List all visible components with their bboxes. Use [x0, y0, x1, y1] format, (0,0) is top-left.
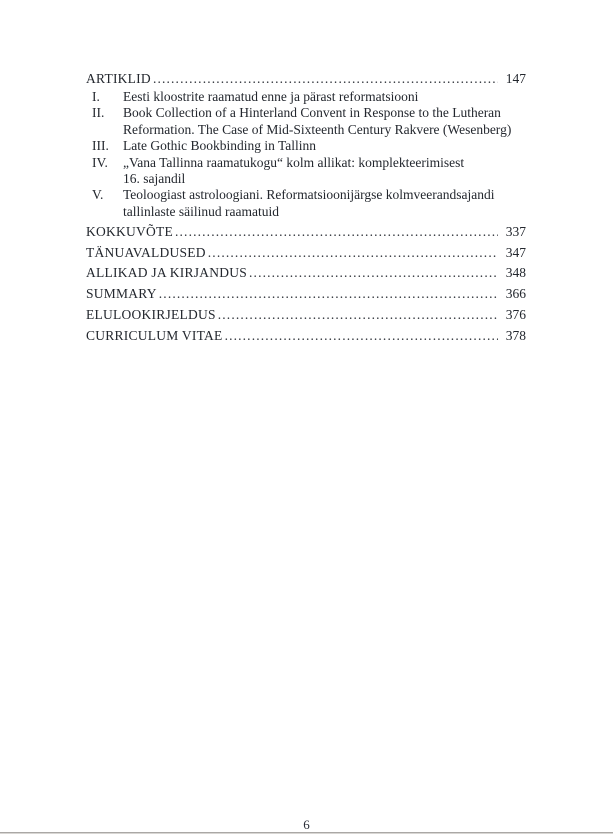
toc-dot-leader — [208, 245, 498, 261]
toc-dot-leader — [225, 328, 498, 344]
toc-entry — [86, 265, 526, 281]
toc-entry — [86, 245, 526, 261]
toc-entry-label: CURRICULUM VITAE — [86, 327, 223, 343]
toc-article-title-line: Teoloogiast astroloogiani. Reformatsioonijärgse kolmveerandsajandi — [123, 187, 495, 203]
table-of-contents — [86, 71, 526, 344]
toc-entry-page-number: 348 — [505, 265, 526, 281]
toc-article-numeral: III. — [92, 138, 109, 154]
toc-article-title-line: Eesti kloostrite raamatud enne ja pärast reformatsiooni — [123, 89, 419, 104]
toc-article-title-line: 16. sajandil — [123, 171, 186, 187]
toc-article-title-line: Reformation. The Case of Mid-Sixteenth Century Rakvere (Wesenberg) — [123, 121, 512, 137]
toc-entry — [86, 307, 526, 323]
toc-entry-label: SUMMARY — [86, 286, 157, 302]
toc-article-numeral: I. — [92, 89, 100, 104]
toc-article-title-line: tallinlaste säilinud raamatuid — [123, 203, 279, 219]
toc-entry-page-number: 147 — [505, 71, 526, 86]
toc-entry-label: ARTIKLID — [86, 71, 151, 86]
toc-article-title — [123, 155, 526, 188]
toc-entry — [86, 224, 526, 240]
toc-entry — [86, 286, 526, 302]
toc-article-title-line: Book Collection of a Hinterland Convent in Response to the Lutheran — [123, 105, 501, 121]
toc-entry — [86, 328, 526, 344]
toc-article-item — [86, 155, 526, 188]
toc-entry-page-number: 337 — [505, 223, 526, 239]
toc-article-numeral: IV. — [92, 154, 108, 170]
page-number: 6 — [303, 817, 310, 832]
toc-entry-label: ELULOOKIRJELDUS — [86, 307, 216, 323]
toc-article-item — [86, 89, 526, 105]
toc-entry-page-number: 378 — [505, 327, 526, 343]
toc-article-numeral: V. — [92, 187, 104, 203]
toc-entry — [86, 71, 526, 87]
toc-article-item — [86, 138, 526, 154]
toc-dot-leader — [159, 286, 498, 302]
toc-entry-page-number: 366 — [505, 286, 526, 302]
toc-entry-page-number: 376 — [505, 307, 526, 323]
toc-entry-label: TÄNUAVALDUSED — [86, 244, 206, 260]
toc-dot-leader — [153, 71, 498, 87]
toc-dot-leader — [218, 307, 498, 323]
toc-dot-leader — [175, 224, 498, 240]
toc-article-title — [123, 187, 526, 220]
toc-article-title-line: Late Gothic Bookbinding in Tallinn — [123, 138, 317, 154]
toc-article-title — [123, 105, 526, 138]
toc-dot-leader — [249, 265, 498, 281]
toc-article-title — [123, 89, 526, 105]
toc-article-title — [123, 138, 526, 154]
toc-article-item — [86, 187, 526, 220]
toc-entry-label: ALLIKAD JA KIRJANDUS — [86, 265, 248, 281]
toc-entry-page-number: 347 — [505, 244, 526, 260]
toc-article-item — [86, 105, 526, 138]
toc-entry-label: KOKKUVÕTE — [86, 223, 173, 239]
toc-article-title-line: „Vana Tallinna raamatukogu“ kolm allikat: komplekteerimisest — [123, 154, 465, 170]
page-bottom-border — [0, 832, 613, 834]
toc-article-numeral: II. — [92, 105, 105, 121]
